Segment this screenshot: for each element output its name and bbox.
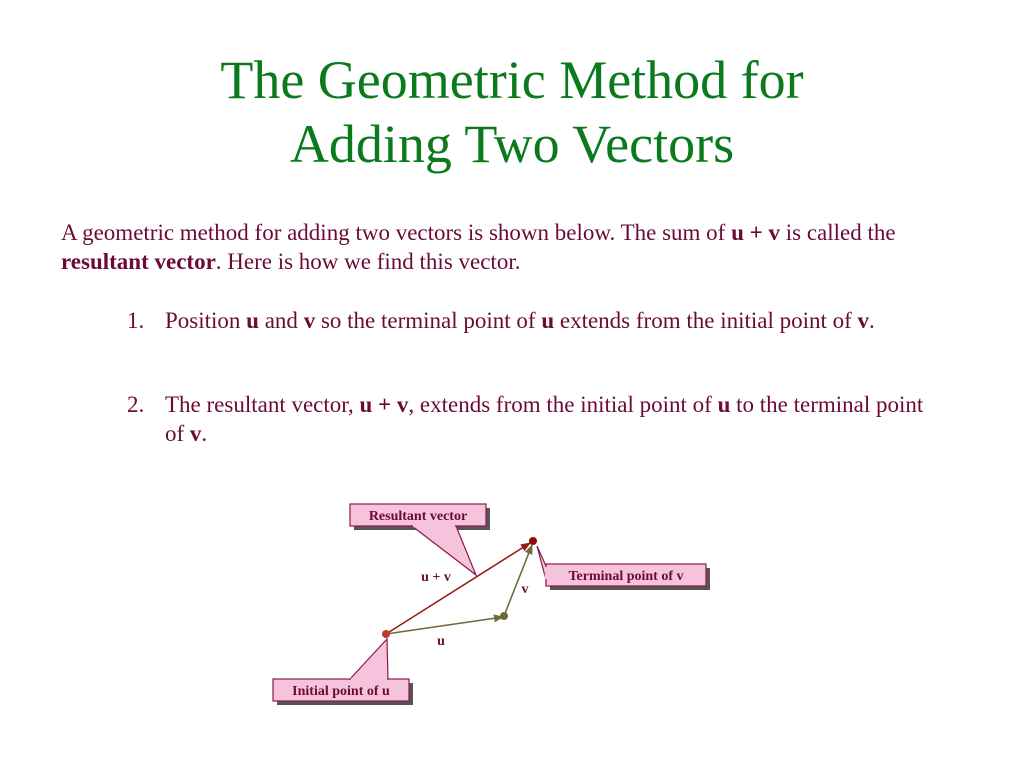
title-line-1: The Geometric Method for: [220, 50, 804, 110]
step-2-text-b: , extends from the initial point of: [408, 392, 718, 417]
callout-initial-label: Initial point of u: [292, 684, 390, 699]
step-2-bold-c: v: [189, 421, 202, 446]
initial-point-u-dot: [382, 630, 390, 638]
step-2-text-d: .: [201, 421, 208, 446]
callout-terminal-label: Terminal point of v: [568, 569, 684, 584]
step-1-bold-d: v: [857, 308, 870, 333]
step-1-bold-b: v: [303, 308, 316, 333]
callout-resultant-label: Resultant vector: [368, 509, 468, 524]
terminal-point-v-dot: [529, 537, 537, 545]
vector-u-arrow: [386, 617, 503, 634]
callout-resultant-vector: [350, 504, 490, 575]
step-1-text-c: so the terminal point of: [315, 308, 542, 333]
vector-v-arrow: [504, 545, 532, 616]
step-1-number: 1.: [127, 308, 145, 333]
intro-bold-sum: u + v: [731, 220, 780, 245]
vector-v-label: v: [521, 582, 529, 597]
step-1-text-d: extends from the initial point of: [554, 308, 858, 333]
step-1-text-e: .: [869, 308, 875, 333]
vector-sum-label: u + v: [421, 570, 451, 585]
callout-initial-point: [273, 639, 413, 705]
step-2-bold-b: u: [717, 392, 731, 417]
step-1-text-a: Position: [165, 308, 247, 333]
step-1-bold-a: u: [246, 308, 259, 333]
title-line-2: Adding Two Vectors: [289, 114, 735, 174]
step-2-text-c: to the terminal point of: [165, 392, 924, 446]
intro-bold-resultant: resultant vector: [61, 249, 216, 274]
step-2-number: 2.: [127, 392, 145, 417]
callout-terminal-point: [537, 546, 710, 590]
step-2-text-a: The resultant vector,: [165, 392, 360, 417]
step-1-text-b: and: [258, 308, 304, 333]
intro-text-1: A geometric method for adding two vectors is shown below. The sum of: [61, 220, 732, 245]
intro-text-3: . Here is how we find this vector.: [215, 249, 521, 274]
intro-text-2: is called the: [779, 220, 896, 245]
vector-u-label: u: [437, 634, 445, 649]
terminal-point-u-dot: [500, 612, 508, 620]
step-1-bold-c: u: [541, 308, 555, 333]
step-2-bold-a: u + v: [359, 392, 409, 417]
